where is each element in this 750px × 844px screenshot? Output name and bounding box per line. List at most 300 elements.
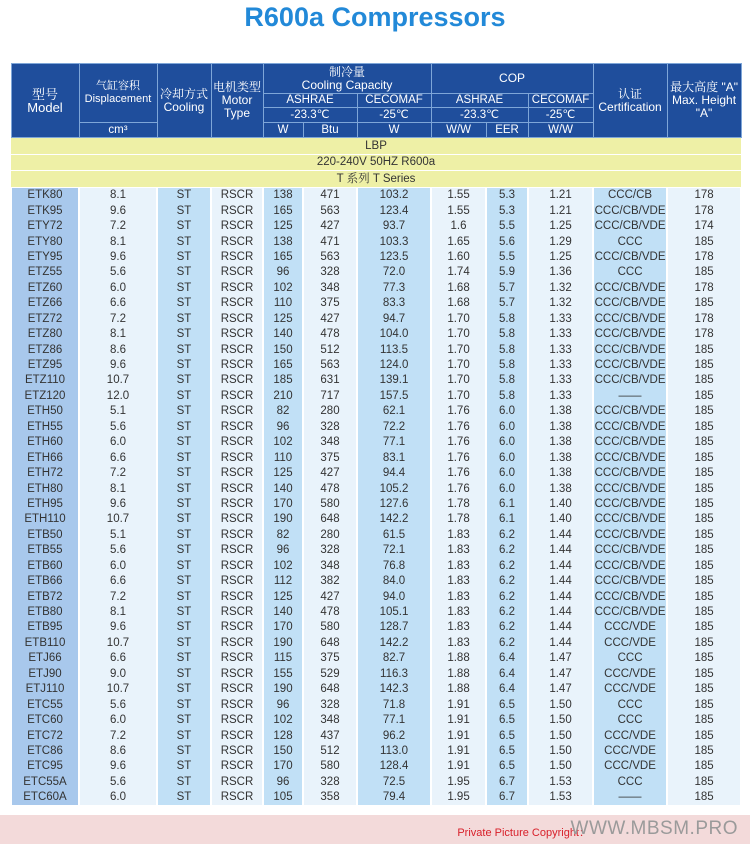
cell-displacement: 6.0: [79, 280, 157, 295]
section-label: T 系列 T Series: [11, 171, 741, 188]
cell-capacity-w: 96: [263, 419, 303, 434]
cell-cecomaf-ww: 1.38: [528, 404, 593, 419]
cell-max-height: 185: [667, 790, 741, 805]
header-cooling: [157, 64, 211, 138]
cell-capacity-w: 110: [263, 450, 303, 465]
cell-cop-eer: 6.1: [486, 512, 528, 527]
cell-cecomaf-ww: 1.50: [528, 728, 593, 743]
header-unit-eer: EER: [486, 123, 528, 138]
cell-cop-ww: 1.91: [431, 697, 486, 712]
header-cap-en: Cooling Capacity: [301, 77, 393, 92]
cell-certification: CCC/CB/VDE: [594, 420, 666, 433]
cell-displacement: 8.1: [79, 187, 157, 203]
cell-displacement: 9.6: [79, 496, 157, 511]
cell-displacement: 8.1: [79, 604, 157, 619]
cell-cop-eer: 5.5: [486, 218, 528, 233]
cell-motor-type: RSCR: [211, 558, 263, 573]
header-certification: [593, 64, 667, 138]
cell-cecomaf-ww: 1.38: [528, 435, 593, 450]
cell-cop-eer: 6.4: [486, 651, 528, 666]
header-cert-en: Certification: [598, 99, 662, 114]
cell-motor-type: RSCR: [211, 759, 263, 774]
cell-cop-eer: 6.5: [486, 759, 528, 774]
table-row: [11, 465, 741, 480]
cell-max-height: 185: [667, 496, 741, 511]
cell-cop-eer: 6.0: [486, 450, 528, 465]
cell-capacity-w: 96: [263, 265, 303, 280]
cell-displacement: 9.0: [79, 666, 157, 681]
header-cert-cn: 认证: [618, 86, 643, 101]
cell-displacement: 8.6: [79, 743, 157, 758]
cell-model: ETC60A: [11, 790, 79, 805]
cell-cop-ww: 1.70: [431, 311, 486, 326]
cell-max-height: 185: [667, 450, 741, 465]
cell-cecomaf-w: 142.2: [357, 635, 431, 650]
cell-model: ETC55: [11, 697, 79, 712]
cell-cecomaf-ww: 1.33: [528, 342, 593, 357]
cell-cecomaf-ww: 1.32: [528, 280, 593, 295]
cell-certification: CCC/CB/VDE: [594, 436, 666, 449]
cell-max-height: 185: [667, 404, 741, 419]
cell-capacity-btu: 563: [303, 249, 357, 264]
cell-displacement: 8.1: [79, 481, 157, 496]
cell-cecomaf-ww: 1.53: [528, 790, 593, 805]
cell-cecomaf-w: 123.4: [357, 203, 431, 218]
cell-capacity-w: 115: [263, 651, 303, 666]
cell-cop-eer: 5.8: [486, 357, 528, 372]
cell-cooling: ST: [157, 326, 211, 341]
table-row: [11, 419, 741, 434]
table-row: [11, 697, 741, 712]
cell-capacity-w: 102: [263, 280, 303, 295]
cell-max-height: 185: [667, 774, 741, 789]
cell-capacity-btu: 375: [303, 651, 357, 666]
cell-max-height: 178: [667, 280, 741, 295]
header-cap-cn: 制冷量: [329, 64, 366, 79]
header-cap-cecomaf: CECOMAF: [357, 94, 431, 108]
table-row: [11, 512, 741, 527]
cell-motor-type: RSCR: [211, 435, 263, 450]
cell-model: ETZ55: [11, 265, 79, 280]
cell-cooling: ST: [157, 249, 211, 264]
cell-motor-type: RSCR: [211, 218, 263, 233]
cell-model: ETC55A: [11, 774, 79, 789]
cell-cecomaf-w: 77.1: [357, 712, 431, 727]
cell-motor-type: RSCR: [211, 311, 263, 326]
cell-displacement: 8.6: [79, 342, 157, 357]
cell-displacement: 8.1: [79, 234, 157, 249]
cell-cecomaf-w: 105.2: [357, 481, 431, 496]
cell-certification: CCC/CB/VDE: [594, 528, 666, 541]
cell-cooling: ST: [157, 543, 211, 558]
header-cop: COP: [431, 64, 593, 94]
cell-displacement: 9.6: [79, 357, 157, 372]
cell-displacement: 8.1: [79, 326, 157, 341]
cell-capacity-btu: 427: [303, 218, 357, 233]
cell-certification: CCC/CB/VDE: [594, 405, 666, 418]
cell-cooling: ST: [157, 450, 211, 465]
page-title: R600a Compressors: [244, 2, 506, 32]
cell-capacity-w: 165: [263, 203, 303, 218]
cell-cecomaf-ww: 1.40: [528, 512, 593, 527]
cell-capacity-btu: 358: [303, 790, 357, 805]
cell-max-height: 174: [667, 218, 741, 233]
cell-model: ETC95: [11, 759, 79, 774]
cell-max-height: 185: [667, 651, 741, 666]
cell-cooling: ST: [157, 419, 211, 434]
cell-displacement: 10.7: [79, 682, 157, 697]
cell-displacement: 9.6: [79, 620, 157, 635]
cell-model: ETB80: [11, 604, 79, 619]
cell-cop-eer: 6.2: [486, 620, 528, 635]
cell-cop-ww: 1.60: [431, 249, 486, 264]
copyright-text: Private Picture Copyright：: [457, 827, 590, 839]
cell-motor-type: RSCR: [211, 280, 263, 295]
cell-capacity-btu: 648: [303, 682, 357, 697]
cell-motor-type: RSCR: [211, 496, 263, 511]
cell-cop-eer: 6.0: [486, 419, 528, 434]
header-cooling-capacity: [263, 64, 431, 94]
cell-displacement: 6.0: [79, 790, 157, 805]
cell-cecomaf-w: 103.3: [357, 234, 431, 249]
table-row: [11, 265, 741, 280]
cell-certification: CCC: [593, 234, 667, 249]
header-unit-w: W: [263, 123, 303, 138]
cell-max-height: 185: [667, 589, 741, 604]
cell-cecomaf-ww: 1.47: [528, 666, 593, 681]
cell-model: ETB50: [11, 527, 79, 542]
header-model-cn: 型号: [31, 86, 58, 102]
cell-cecomaf-ww: 1.38: [528, 465, 593, 480]
cell-max-height: 185: [667, 373, 741, 388]
cell-capacity-btu: 348: [303, 558, 357, 573]
table-row: [11, 527, 741, 542]
cell-capacity-btu: 512: [303, 743, 357, 758]
cell-cecomaf-ww: 1.33: [528, 357, 593, 372]
cell-motor-type: RSCR: [211, 651, 263, 666]
cell-cooling: ST: [157, 512, 211, 527]
header-unit-btu: Btu: [303, 123, 357, 138]
cell-cop-ww: 1.83: [431, 527, 486, 542]
cell-cecomaf-w: 61.5: [357, 527, 431, 542]
header-cop-cecomaf: CECOMAF: [528, 94, 593, 108]
cell-motor-type: RSCR: [211, 512, 263, 527]
cell-cooling: ST: [157, 558, 211, 573]
cell-cop-ww: 1.95: [431, 774, 486, 789]
cell-capacity-w: 102: [263, 558, 303, 573]
cell-model: ETH66: [11, 450, 79, 465]
cell-capacity-w: 82: [263, 527, 303, 542]
header-cop-ashrae: ASHRAE: [431, 94, 528, 108]
cell-certification: CCC/CB/VDE: [594, 544, 666, 557]
cell-cecomaf-w: 72.2: [357, 419, 431, 434]
cell-cecomaf-ww: 1.21: [528, 203, 593, 218]
cell-max-height: 185: [667, 296, 741, 311]
cell-capacity-w: 140: [263, 326, 303, 341]
cell-capacity-w: 190: [263, 682, 303, 697]
cell-cop-eer: 6.5: [486, 743, 528, 758]
cell-cop-ww: 1.6: [431, 218, 486, 233]
cell-cop-eer: 6.5: [486, 728, 528, 743]
cell-cop-eer: 6.2: [486, 543, 528, 558]
cell-displacement: 5.6: [79, 419, 157, 434]
cell-capacity-w: 110: [263, 296, 303, 311]
table-row: [11, 589, 741, 604]
cell-cop-ww: 1.76: [431, 450, 486, 465]
cell-model: ETH95: [11, 496, 79, 511]
cell-displacement: 12.0: [79, 388, 157, 403]
cell-cop-eer: 5.8: [486, 342, 528, 357]
cell-cecomaf-w: 77.1: [357, 435, 431, 450]
cell-motor-type: RSCR: [211, 682, 263, 697]
cell-capacity-w: 140: [263, 481, 303, 496]
cell-model: ETY72: [11, 218, 79, 233]
cell-motor-type: RSCR: [211, 774, 263, 789]
cell-max-height: 185: [667, 682, 741, 697]
cell-cecomaf-ww: 1.32: [528, 296, 593, 311]
cell-motor-type: RSCR: [211, 326, 263, 341]
cell-cop-eer: 6.1: [486, 496, 528, 511]
cell-capacity-btu: 328: [303, 265, 357, 280]
cell-model: ETB95: [11, 620, 79, 635]
cell-max-height: 185: [667, 666, 741, 681]
cell-cop-eer: 6.0: [486, 465, 528, 480]
cell-displacement: 6.0: [79, 712, 157, 727]
cell-capacity-btu: 375: [303, 450, 357, 465]
cell-model: ETB110: [11, 635, 79, 650]
cell-capacity-btu: 471: [303, 187, 357, 203]
cell-cecomaf-ww: 1.50: [528, 712, 593, 727]
cell-displacement: 9.6: [79, 249, 157, 264]
cell-cooling: ST: [157, 218, 211, 233]
cell-cop-eer: 5.7: [486, 280, 528, 295]
cell-displacement: 10.7: [79, 635, 157, 650]
cell-capacity-w: 170: [263, 496, 303, 511]
cell-cecomaf-ww: 1.33: [528, 311, 593, 326]
cell-capacity-btu: 478: [303, 604, 357, 619]
cell-motor-type: RSCR: [211, 666, 263, 681]
cell-certification: CCC/CB/VDE: [594, 559, 666, 572]
cell-displacement: 6.6: [79, 651, 157, 666]
cell-max-height: 185: [667, 759, 741, 774]
cell-model: ETH110: [11, 512, 79, 527]
table-row: [11, 326, 741, 341]
header-cap-ashrae-temp: -23.3℃: [263, 108, 357, 123]
cell-cecomaf-w: 128.4: [357, 759, 431, 774]
cell-cop-ww: 1.91: [431, 743, 486, 758]
cell-cop-eer: 5.7: [486, 296, 528, 311]
cell-capacity-btu: 471: [303, 234, 357, 249]
cell-model: ETZ66: [11, 296, 79, 311]
cell-cecomaf-w: 123.5: [357, 249, 431, 264]
cell-cop-ww: 1.76: [431, 419, 486, 434]
cell-certification: CCC: [593, 265, 667, 280]
cell-cecomaf-ww: 1.33: [528, 326, 593, 341]
cell-displacement: 6.6: [79, 450, 157, 465]
cell-max-height: 185: [667, 604, 741, 619]
cell-model: ETB66: [11, 573, 79, 588]
cell-cecomaf-w: 142.3: [357, 682, 431, 697]
header-cap-ashrae: ASHRAE: [263, 94, 357, 108]
cell-certification: CCC/VDE: [593, 620, 667, 635]
cell-motor-type: RSCR: [211, 481, 263, 496]
cell-cooling: ST: [157, 435, 211, 450]
cell-cop-ww: 1.78: [431, 512, 486, 527]
cell-capacity-w: 105: [263, 790, 303, 805]
cell-cop-eer: 6.5: [486, 712, 528, 727]
cell-cecomaf-w: 96.2: [357, 728, 431, 743]
cell-cop-ww: 1.83: [431, 589, 486, 604]
cell-cecomaf-ww: 1.38: [528, 450, 593, 465]
table-row: [11, 558, 741, 573]
cell-cecomaf-ww: 1.50: [528, 697, 593, 712]
cell-motor-type: RSCR: [211, 187, 263, 203]
cell-cop-ww: 1.70: [431, 326, 486, 341]
cell-certification: CCC: [593, 712, 667, 727]
cell-motor-type: RSCR: [211, 373, 263, 388]
cell-motor-type: RSCR: [211, 712, 263, 727]
cell-cecomaf-ww: 1.44: [528, 573, 593, 588]
cell-cooling: ST: [157, 635, 211, 650]
cell-cecomaf-w: 79.4: [357, 790, 431, 805]
cell-certification: CCC/CB/VDE: [594, 297, 666, 310]
cell-certification: CCC/CB/VDE: [594, 467, 666, 480]
cell-displacement: 9.6: [79, 759, 157, 774]
table-row: [11, 203, 741, 218]
table-row: [11, 435, 741, 450]
table-row: [11, 404, 741, 419]
header-h-en1: Max. Height: [672, 93, 737, 107]
cell-max-height: 185: [667, 342, 741, 357]
cell-certification: CCC/CB/VDE: [594, 204, 666, 217]
cell-cecomaf-w: 77.3: [357, 280, 431, 295]
cell-cop-eer: 5.3: [486, 203, 528, 218]
cell-cooling: ST: [157, 589, 211, 604]
table-row: [11, 790, 741, 805]
cell-cecomaf-ww: 1.47: [528, 651, 593, 666]
table-row: [11, 296, 741, 311]
table-row: [11, 543, 741, 558]
cell-model: ETJ90: [11, 666, 79, 681]
cell-capacity-btu: 529: [303, 666, 357, 681]
cell-capacity-w: 128: [263, 728, 303, 743]
cell-cop-eer: 6.7: [486, 790, 528, 805]
cell-motor-type: RSCR: [211, 620, 263, 635]
header-max-height: [667, 64, 741, 138]
cell-cooling: ST: [157, 666, 211, 681]
cell-capacity-btu: 648: [303, 512, 357, 527]
cell-capacity-w: 150: [263, 743, 303, 758]
cell-cecomaf-ww: 1.53: [528, 774, 593, 789]
cell-capacity-w: 102: [263, 712, 303, 727]
cell-capacity-w: 125: [263, 589, 303, 604]
cell-cooling: ST: [157, 697, 211, 712]
cell-max-height: 178: [667, 203, 741, 218]
cell-cecomaf-w: 94.4: [357, 465, 431, 480]
table-row: [11, 481, 741, 496]
cell-max-height: 185: [667, 697, 741, 712]
cell-capacity-btu: 717: [303, 388, 357, 403]
cell-model: ETZ60: [11, 280, 79, 295]
cell-cooling: ST: [157, 311, 211, 326]
cell-capacity-btu: 375: [303, 296, 357, 311]
cell-cecomaf-ww: 1.21: [528, 187, 593, 203]
cell-cop-eer: 6.4: [486, 666, 528, 681]
cell-cecomaf-w: 139.1: [357, 373, 431, 388]
cell-capacity-btu: 580: [303, 759, 357, 774]
table-row: [11, 496, 741, 511]
cell-motor-type: RSCR: [211, 404, 263, 419]
cell-capacity-w: 96: [263, 697, 303, 712]
cell-cop-eer: 6.2: [486, 589, 528, 604]
header-model: [11, 64, 79, 138]
cell-cooling: ST: [157, 234, 211, 249]
header-disp-cn: 气缸容积: [96, 80, 140, 92]
cell-cecomaf-ww: 1.50: [528, 759, 593, 774]
cell-cecomaf-w: 113.0: [357, 743, 431, 758]
cell-model: ETZ120: [11, 388, 79, 403]
section-label: 220-240V 50HZ R600a: [11, 154, 741, 171]
cell-capacity-btu: 328: [303, 697, 357, 712]
cell-motor-type: RSCR: [211, 604, 263, 619]
table-row: [11, 450, 741, 465]
cell-model: ETC86: [11, 743, 79, 758]
cell-displacement: 6.6: [79, 573, 157, 588]
cell-capacity-btu: 328: [303, 543, 357, 558]
cell-certification: CCC/CB/VDE: [594, 328, 666, 341]
cell-certification: CCC/VDE: [593, 635, 667, 650]
cell-cecomaf-ww: 1.44: [528, 527, 593, 542]
cell-cecomaf-ww: 1.47: [528, 682, 593, 697]
cell-motor-type: RSCR: [211, 635, 263, 650]
cell-model: ETK80: [11, 187, 79, 203]
table-row: [11, 249, 741, 264]
cell-capacity-w: 125: [263, 465, 303, 480]
table-row: [11, 234, 741, 249]
header-unit-ww: W/W: [431, 123, 486, 138]
cell-displacement: 10.7: [79, 373, 157, 388]
header-cool-en: Cooling: [163, 99, 205, 114]
table-row: [11, 759, 741, 774]
table-row: [11, 573, 741, 588]
header-unit-ww-cecomaf: W/W: [528, 123, 593, 138]
cell-capacity-btu: 382: [303, 573, 357, 588]
cell-cooling: ST: [157, 743, 211, 758]
cell-max-height: 185: [667, 743, 741, 758]
cell-cop-ww: 1.68: [431, 296, 486, 311]
cell-certification: CCC/CB/VDE: [594, 220, 666, 233]
cell-cecomaf-w: 105.1: [357, 604, 431, 619]
cell-capacity-btu: 478: [303, 326, 357, 341]
header-model-en: Model: [27, 99, 63, 115]
cell-cecomaf-ww: 1.44: [528, 635, 593, 650]
section-row: [11, 171, 741, 188]
cell-cecomaf-w: 142.2: [357, 512, 431, 527]
cell-cop-ww: 1.55: [431, 203, 486, 218]
cell-cooling: ST: [157, 373, 211, 388]
cell-cooling: ST: [157, 651, 211, 666]
cell-cooling: ST: [157, 496, 211, 511]
cell-cecomaf-w: 103.2: [357, 187, 431, 203]
cell-cop-eer: 6.5: [486, 697, 528, 712]
cell-motor-type: RSCR: [211, 357, 263, 372]
cell-displacement: 5.6: [79, 774, 157, 789]
cell-cecomaf-ww: 1.29: [528, 234, 593, 249]
cell-displacement: 5.6: [79, 697, 157, 712]
cell-cop-eer: 6.2: [486, 558, 528, 573]
cell-max-height: 185: [667, 558, 741, 573]
cell-model: ETZ95: [11, 357, 79, 372]
